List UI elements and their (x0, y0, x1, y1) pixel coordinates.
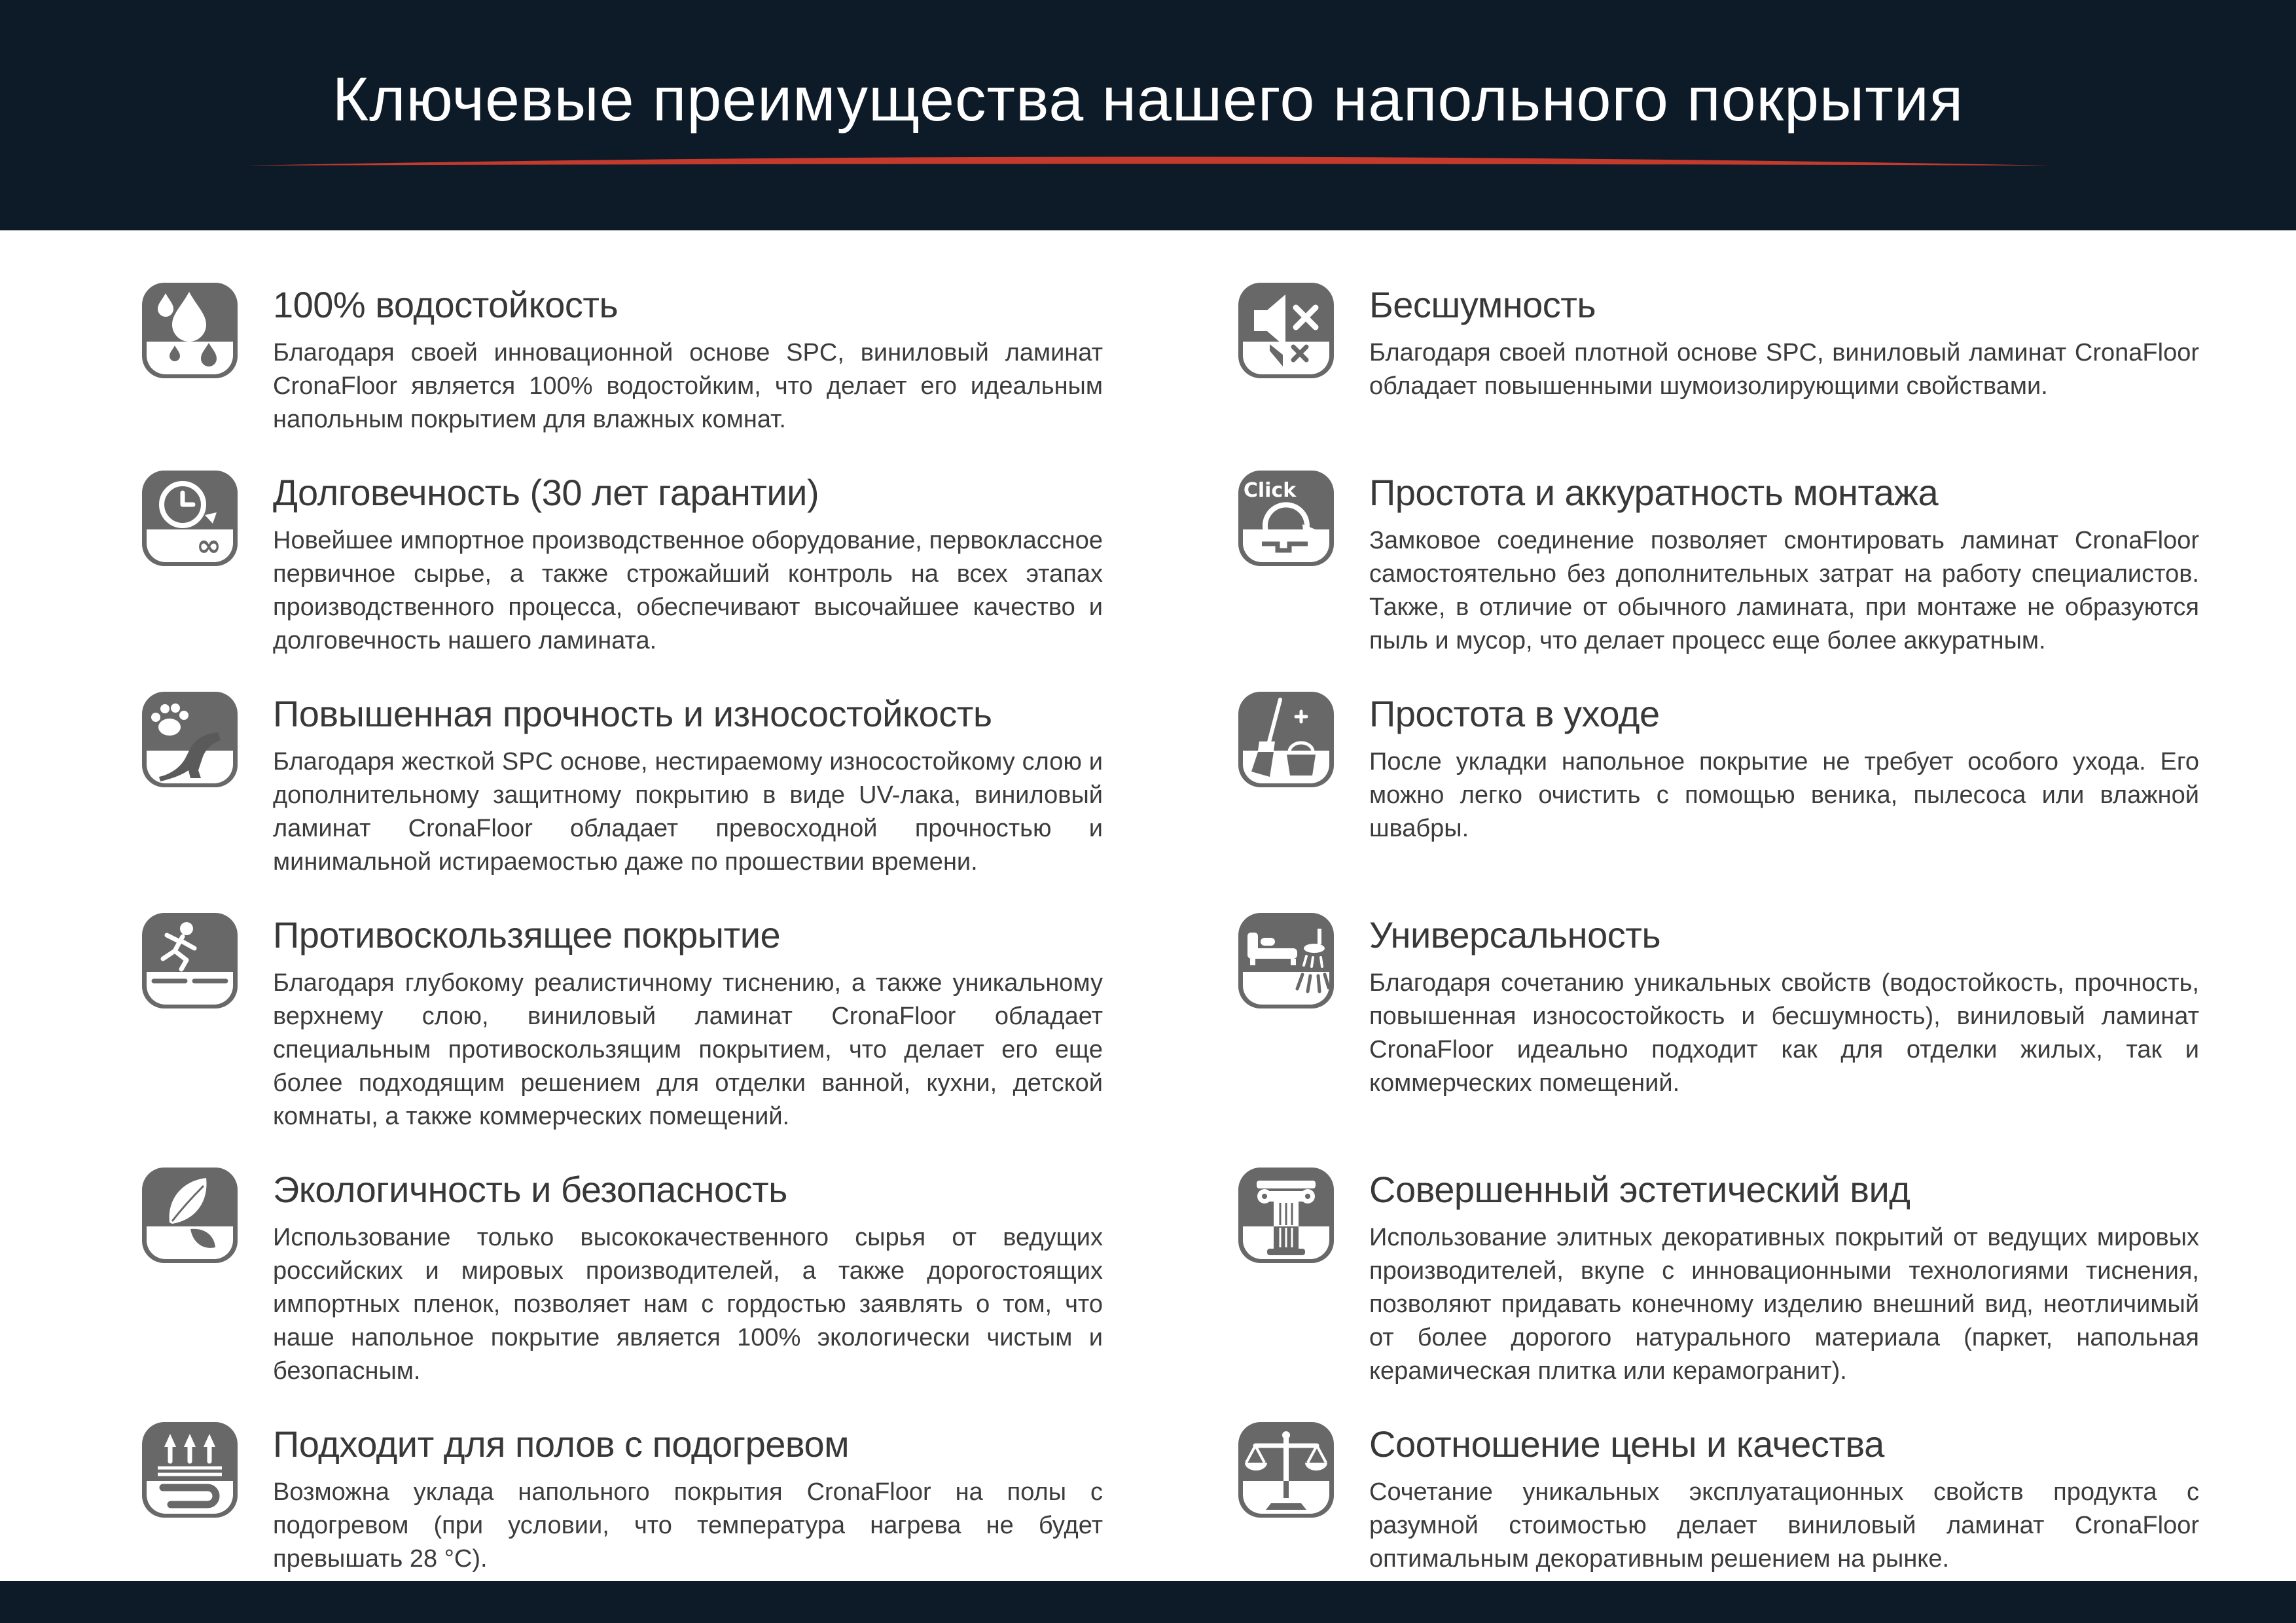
feature-title: Подходит для полов с подогревом (273, 1423, 850, 1465)
feature-icon-slot (141, 469, 239, 658)
feature-body: Благодаря глубокому реалистичному тиснению, а также уникальному верхнему слою, виниловый ламинат CronaFloor обладает специальным противоскользящим покрытием, что делает его еще более подходящим решением для отделки ванной, кухни, детской комнаты, а также коммерческих помещений. (273, 969, 1103, 1131)
left-feature-block-4 (141, 912, 1103, 1133)
feature-text (1369, 281, 2199, 437)
feature-text (273, 912, 1103, 1133)
header-bar (0, 0, 2296, 230)
svg-text:∞: ∞ (196, 527, 222, 563)
feature-text (273, 1421, 1103, 1576)
feature-title: Экологичность и безопасность (273, 1168, 787, 1210)
right-feature-block-3 (1237, 690, 2199, 879)
feature-text (273, 469, 1103, 658)
feature-text (1369, 1166, 2199, 1388)
anti-slip-icon (141, 912, 239, 1010)
feature-icon-slot (1237, 469, 1335, 658)
feature-icon-slot (141, 281, 239, 437)
feature-text (1369, 912, 2199, 1133)
feature-title: Противоскользящее покрытие (273, 914, 781, 956)
feature-title: Простота в уходе (1369, 693, 1660, 735)
feature-icon-slot (1237, 281, 1335, 437)
left-feature-block-5 (141, 1166, 1103, 1388)
feature-icon-slot (1237, 690, 1335, 879)
right-feature-block-5 (1237, 1166, 2199, 1388)
feature-title: Простота и аккуратность монтажа (1369, 472, 1939, 514)
heated-floor-icon (141, 1421, 239, 1519)
feature-title: Совершенный эстетический вид (1369, 1168, 1910, 1210)
feature-body: Новейшее импортное производственное оборудование, первоклассное первичное сырье, а также строжайший контроль на всех этапах производственного процесса, обеспечивают высочайшее качество и долговечность нашего ламината. (273, 527, 1103, 655)
page-title: Ключевые преимущества нашего напольного покрытия (332, 65, 1964, 134)
feature-icon-slot (1237, 912, 1335, 1133)
feature-body: Сочетание уникальных эксплуатационных свойств продукта с разумной стоимостью делает виниловый ламинат CronaFloor оптимальным декоративным решением на рынке. (1369, 1478, 2199, 1573)
mute-speaker-icon (1237, 281, 1335, 380)
left-feature-block-3 (141, 690, 1103, 879)
feature-body: Возможна уклада напольного покрытия CronaFloor на полы с подогревом (при условии, что температура нагрева не будет превышать 28 °С). (273, 1478, 1103, 1573)
clock-infinity-icon (141, 469, 239, 567)
feature-icon-slot (141, 690, 239, 879)
scales-icon (1237, 1421, 1335, 1519)
feature-title: Универсальность (1369, 914, 1661, 956)
features-grid (141, 281, 2199, 1576)
left-feature-block-2 (141, 469, 1103, 658)
feature-body: Использование только высококачественного сырья от ведущих российских и мировых производителей, а также дорогостоящих импортных пленок, позволяет нам с гордостью заявлять о том, что наше напольное покрытие является 100% экологически чистым и безопасным. (273, 1224, 1103, 1385)
left-feature-block-6 (141, 1421, 1103, 1576)
feature-icon-slot (141, 1421, 239, 1576)
feature-text (1369, 469, 2199, 658)
feature-body: Использование элитных декоративных покрытий от ведущих мировых производителей, вкупе с инновационными технологиями тиснения, позволяют придавать конечному изделию внешний вид, неотличимый от более дорогого натурального материала (паркет, напольная керамическая плитка или керамогранит). (1369, 1224, 2199, 1385)
feature-text (1369, 1421, 2199, 1576)
feature-body: Благодаря жесткой SPC основе, нестираемому износостойкому слою и дополнительному защитному покрытию в виде UV-лака, виниловый ламинат CronaFloor обладает превосходной прочностью и минимальной истираемостью даже по прошествии времени. (273, 748, 1103, 876)
feature-text (1369, 690, 2199, 879)
left-feature-block-1 (141, 281, 1103, 437)
feature-title: Соотношение цены и качества (1369, 1423, 1884, 1465)
broom-bucket-icon (1237, 690, 1335, 789)
feature-body: Благодаря сочетанию уникальных свойств (водостойкость, прочность, повышенная износостойкость и бесшумность), виниловый ламинат CronaFloor идеально подходит как для отделки жилых, так и коммерческих помещений. (1369, 969, 2199, 1097)
feature-title: Повышенная прочность и износостойкость (273, 693, 992, 735)
svg-text:Click: Click (1243, 479, 1297, 503)
feature-title: 100% водостойкость (273, 284, 619, 325)
feature-icon-slot (141, 912, 239, 1133)
column-icon (1237, 1166, 1335, 1264)
right-feature-block-2 (1237, 469, 2199, 658)
right-feature-block-6 (1237, 1421, 2199, 1576)
feature-icon-slot (141, 1166, 239, 1388)
footer-bar (0, 1581, 2296, 1623)
feature-body: После укладки напольное покрытие не требует особого ухода. Его можно легко очистить с помощью веника, пылесоса или влажной швабры. (1369, 748, 2199, 843)
right-feature-block-4 (1237, 912, 2199, 1133)
feature-icon-slot (1237, 1421, 1335, 1576)
paw-heel-icon (141, 690, 239, 789)
feature-body: Благодаря своей плотной основе SPC, виниловый ламинат CronaFloor обладает повышенными шумоизолирующими свойствами. (1369, 339, 2199, 401)
eco-leaf-icon (141, 1166, 239, 1264)
feature-text (273, 1166, 1103, 1388)
feature-icon-slot (1237, 1166, 1335, 1388)
feature-title: Долговечность (30 лет гарантии) (273, 472, 819, 514)
feature-text (273, 690, 1103, 879)
feature-text (273, 281, 1103, 437)
feature-body: Благодаря своей инновационной основе SPC, виниловый ламинат CronaFloor является 100% водостойким, что делает его идеальным напольным покрытием для влажных комнат. (273, 339, 1103, 434)
feature-body: Замковое соединение позволяет смонтировать ламинат CronaFloor самостоятельно без дополнительных затрат на работу специалистов. Также, в отличие от обычного ламината, при монтаже не образуются пыль и мусор, что делает процесс еще более аккуратным. (1369, 527, 2199, 655)
title-underline-accent (245, 152, 2051, 169)
water-drops-icon (141, 281, 239, 380)
click-lock-icon (1237, 469, 1335, 567)
right-feature-block-1 (1237, 281, 2199, 437)
feature-title: Бесшумность (1369, 284, 1596, 325)
bed-shower-icon (1237, 912, 1335, 1010)
